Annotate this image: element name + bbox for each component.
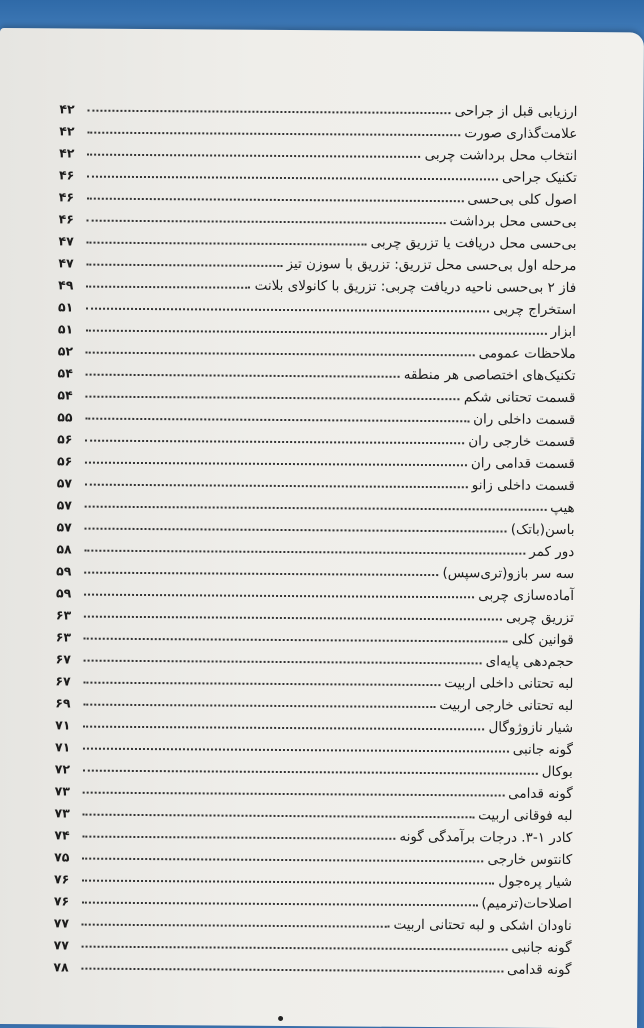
toc-leader-dots	[82, 836, 395, 840]
toc-leader-dots	[84, 594, 474, 599]
toc-entry-page-number: ۵۷	[56, 497, 72, 513]
toc-entry-page-number: ۷۶	[53, 893, 70, 909]
toc-leader-dots	[84, 638, 508, 643]
toc-leader-dots	[83, 814, 475, 819]
toc-entry-title: باسن(باتک)	[510, 521, 575, 539]
toc-leader-dots	[85, 506, 547, 511]
toc-entry-page-number: ۷۷	[53, 937, 69, 953]
toc-entry-page-number: ۶۳	[55, 607, 72, 623]
toc-leader-dots	[87, 110, 450, 115]
toc-entry-title: تکنیک‌های اختصاصی هر منطقه	[403, 366, 576, 385]
toc-leader-dots	[82, 902, 478, 907]
toc-entry-page-number: ۵۷	[56, 519, 72, 535]
toc-entry-page-number: ۷۲	[54, 761, 71, 777]
toc-entry-page-number: ۵۱	[58, 299, 74, 315]
toc-entry-title: لبه فوقانی اربیت	[478, 807, 573, 825]
toc-entry-page-number: ۷۶	[54, 871, 70, 887]
toc-leader-dots	[87, 220, 446, 225]
toc-entry-page-number: ۷۷	[53, 915, 70, 931]
toc-leader-dots	[84, 660, 482, 665]
toc-entry-title: سه سر بازو(تری‌سپس)	[442, 565, 575, 583]
toc-leader-dots	[83, 704, 435, 708]
toc-entry-page-number: ۴۲	[59, 101, 75, 117]
toc-entry-title: شیار پره‌جول	[498, 873, 573, 891]
toc-entry-page-number: ۶۷	[55, 651, 71, 667]
toc-entry-page-number: ۵۴	[57, 387, 73, 403]
toc-leader-dots	[84, 550, 525, 555]
toc-leader-dots	[86, 374, 400, 378]
toc-leader-dots	[82, 880, 494, 885]
toc-entry-page-number: ۵۹	[56, 585, 72, 601]
toc-entry-title: شیار نازوژوگال	[488, 719, 574, 737]
toc-entry-title: انتخاب محل برداشت چربی	[424, 146, 578, 165]
toc-leader-dots	[87, 154, 420, 158]
toc-entry-page-number: ۷۱	[54, 739, 71, 755]
toc-entry-title: فاز ۲ بی‌حسی ناحیه دریافت چربی: تزریق با کانولای بلانت	[254, 277, 577, 297]
toc-entry-page-number: ۷۳	[54, 805, 70, 821]
toc-entry-title: قسمت خارجی ران	[468, 433, 576, 451]
toc-entry-page-number: ۷۱	[55, 717, 71, 733]
toc-entry-page-number: ۵۴	[57, 365, 73, 381]
toc-leader-dots	[85, 440, 464, 445]
toc-entry-title: گونه جانبی	[511, 939, 572, 957]
toc-entry-title: هیپ	[550, 499, 575, 517]
toc-entry-title: آماده‌سازی چربی	[478, 587, 575, 605]
toc-leader-dots	[85, 462, 467, 467]
toc-leader-dots	[87, 176, 498, 181]
toc-leader-dots	[86, 286, 250, 289]
table-of-contents	[53, 94, 577, 978]
toc-entry-title: بی‌حسی محل برداشت	[449, 213, 577, 231]
toc-leader-dots	[83, 726, 484, 731]
toc-leader-dots	[83, 682, 440, 686]
toc-entry-page-number: ۴۷	[58, 233, 74, 249]
toc-entry-title: مرحله اول بی‌حسی محل تزریق: تزریق با سوزن تیز	[286, 256, 577, 275]
toc-leader-dots	[85, 396, 459, 401]
toc-entry-title: قسمت قدامی ران	[470, 455, 576, 473]
toc-entry-title: حجم‌دهی پایه‌ای	[485, 653, 574, 671]
toc-entry-title: استخراج چربی	[493, 301, 577, 319]
toc-entry-title: قسمت داخلی زانو	[471, 477, 575, 495]
toc-leader-dots	[86, 308, 489, 313]
toc-entry-title: قسمت تحتانی شکم	[463, 389, 576, 407]
toc-entry-page-number: ۴۲	[59, 123, 75, 139]
toc-entry-page-number: ۴۲	[59, 145, 75, 161]
toc-leader-dots	[82, 946, 508, 951]
toc-leader-dots	[86, 352, 475, 357]
toc-entry-title: دور کمر	[529, 543, 575, 561]
toc-entry-page-number: ۴۶	[58, 167, 75, 183]
toc-leader-dots	[85, 484, 468, 489]
toc-entry-page-number: ۴۶	[58, 211, 74, 227]
toc-entry-page-number: ۵۸	[56, 541, 72, 557]
toc-entry-title: لبه تحتانی خارجی اربیت	[439, 697, 574, 715]
toc-entry-title: گونه قدامی	[508, 785, 573, 803]
toc-leader-dots	[87, 198, 464, 203]
toc-entry-page-number: ۴۶	[58, 189, 75, 205]
toc-entry-title: بی‌حسی محل دریافت یا تزریق چربی	[370, 234, 577, 253]
toc-entry-title: ناودان اشکی و لبه تحتانی اربیت	[393, 916, 572, 935]
toc-entry-title: کانتوس خارجی	[487, 851, 573, 869]
toc-leader-dots	[86, 330, 547, 335]
toc-leader-dots	[83, 770, 538, 775]
toc-leader-dots	[85, 528, 507, 533]
toc-leader-dots	[86, 264, 282, 267]
toc-entry-page-number: ۷۳	[54, 783, 70, 799]
toc-entry-title: گونه جانبی	[512, 741, 574, 759]
toc-entry-title: بوکال	[541, 763, 573, 781]
toc-entry-page-number: ۶۳	[55, 629, 72, 645]
toc-entry-page-number: ۵۷	[56, 475, 73, 491]
toc-entry-title: علامت‌گذاری صورت	[464, 125, 578, 143]
toc-entry-title: تزریق چربی	[505, 609, 574, 627]
toc-leader-dots	[86, 242, 366, 246]
toc-leader-dots	[84, 616, 502, 621]
toc-leader-dots	[83, 748, 509, 753]
toc-leader-dots	[81, 968, 503, 973]
toc-entry-title: ارزیابی قبل از جراحی	[454, 103, 578, 121]
toc-entry-title: قوانین کلی	[511, 631, 574, 649]
toc-entry-page-number: ۶۷	[55, 673, 71, 689]
toc-entry-page-number: ۵۵	[57, 409, 73, 425]
toc-entry-title: ابزار	[550, 323, 576, 341]
toc-entry-title: ملاحظات عمومی	[478, 345, 576, 363]
toc-entry-title: قسمت داخلی ران	[473, 411, 576, 429]
toc-entry-page-number: ۴۷	[58, 255, 74, 271]
toc-entry-page-number: ۵۶	[56, 453, 73, 469]
toc-entry-page-number: ۶۹	[55, 695, 71, 711]
toc-leader-dots	[87, 132, 460, 137]
toc-leader-dots	[82, 924, 390, 928]
page-marker-dot	[278, 1016, 283, 1021]
toc-entry-title: اصول کلی بی‌حسی	[467, 191, 577, 209]
toc-entry-page-number: ۴۹	[58, 277, 74, 293]
toc-entry-title: تکنیک جراحی	[502, 169, 578, 187]
toc-entry	[53, 952, 571, 978]
toc-entry-page-number: ۵۲	[57, 343, 74, 359]
toc-leader-dots	[83, 792, 505, 797]
toc-entry-page-number: ۵۹	[56, 563, 72, 579]
toc-entry-page-number: ۷۸	[53, 959, 69, 975]
toc-entry-page-number: ۵۱	[57, 321, 74, 337]
toc-entry-title: گونه قدامی	[506, 961, 572, 979]
toc-entry-page-number: ۷۵	[54, 849, 70, 865]
book-page	[0, 28, 644, 1028]
toc-entry-title: کادر ۱-۳. درجات برآمدگی گونه	[399, 828, 573, 847]
toc-leader-dots	[85, 418, 469, 423]
toc-entry-page-number: ۷۴	[54, 827, 70, 843]
toc-entry-title: لبه تحتانی داخلی اربیت	[444, 675, 574, 693]
toc-entry-page-number: ۵۶	[57, 431, 73, 447]
toc-leader-dots	[82, 858, 483, 863]
toc-leader-dots	[84, 572, 438, 576]
toc-entry-title: اصلاحات(ترمیم)	[481, 895, 572, 913]
